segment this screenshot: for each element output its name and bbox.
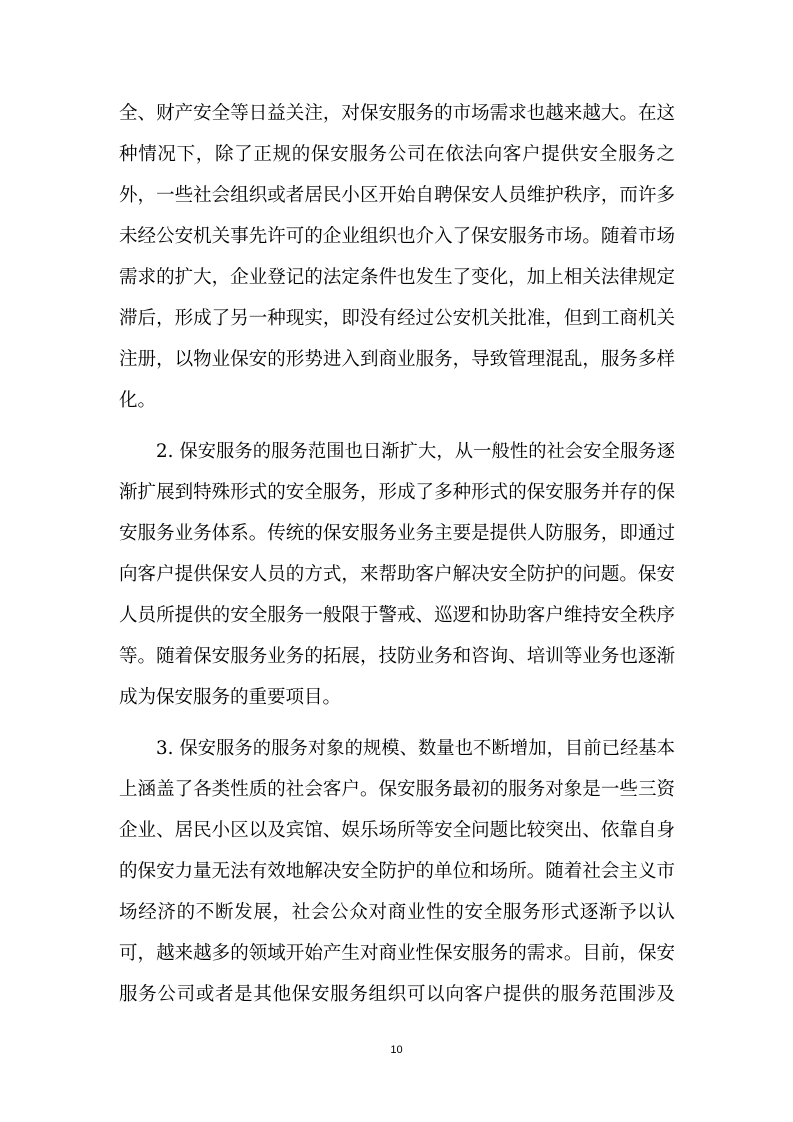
page-number: 10 [390,1044,403,1056]
text-line: 未经公安机关事先许可的企业组织也介入了保安服务市场。随着市场 [119,226,675,247]
text-line: 成为保安服务的重要项目。 [119,687,342,708]
text-line: 化。 [119,390,157,411]
text-line: 滞后，形成了另一种现实，即没有经过公安机关批准，但到工商机关 [119,308,675,329]
text-line: 渐扩展到特殊形式的安全服务，形成了多种形式的保安服务并存的保 [119,482,675,503]
text-line: 人员所提供的安全服务一般限于警戒、巡逻和协助客户维持安全秩序 [119,605,675,626]
text-line: 需求的扩大，企业登记的法定条件也发生了变化，加上相关法律规定 [119,267,675,288]
text-line: 安服务业务体系。传统的保安服务业务主要是提供人防服务，即通过 [119,523,675,544]
text-line: 可，越来越多的领域开始产生对商业性保安服务的需求。目前，保安 [119,943,675,964]
text-line: 的保安力量无法有效地解决安全防护的单位和场所。随着社会主义市 [119,861,675,882]
text-line: 服务公司或者是其他保安服务组织可以向客户提供的服务范围涉及 [119,984,675,1005]
text-line: 全、财产安全等日益关注，对保安服务的市场需求也越来越大。在这 [119,103,675,124]
text-line: 等。随着保安服务业务的拓展，技防业务和咨询、培训等业务也逐渐 [119,646,675,667]
text-line: 3. 保安服务的服务对象的规模、数量也不断增加，目前已经基本 [156,738,675,759]
text-line: 注册，以物业保安的形势进入到商业服务，导致管理混乱，服务多样 [119,349,675,370]
text-line: 企业、居民小区以及宾馆、娱乐场所等安全问题比较突出、依靠自身 [119,820,675,841]
text-line: 2. 保安服务的服务范围也日渐扩大，从一般性的社会安全服务逐 [156,441,675,462]
text-line: 上涵盖了各类性质的社会客户。保安服务最初的服务对象是一些三资 [119,779,675,800]
text-line: 种情况下，除了正规的保安服务公司在依法向客户提供安全服务之 [119,144,675,165]
text-line: 向客户提供保安人员的方式，来帮助客户解决安全防护的问题。保安 [119,564,675,585]
text-line: 场经济的不断发展，社会公众对商业性的安全服务形式逐渐予以认 [119,902,675,923]
text-line: 外，一些社会组织或者居民小区开始自聘保安人员维护秩序，而许多 [119,185,675,206]
